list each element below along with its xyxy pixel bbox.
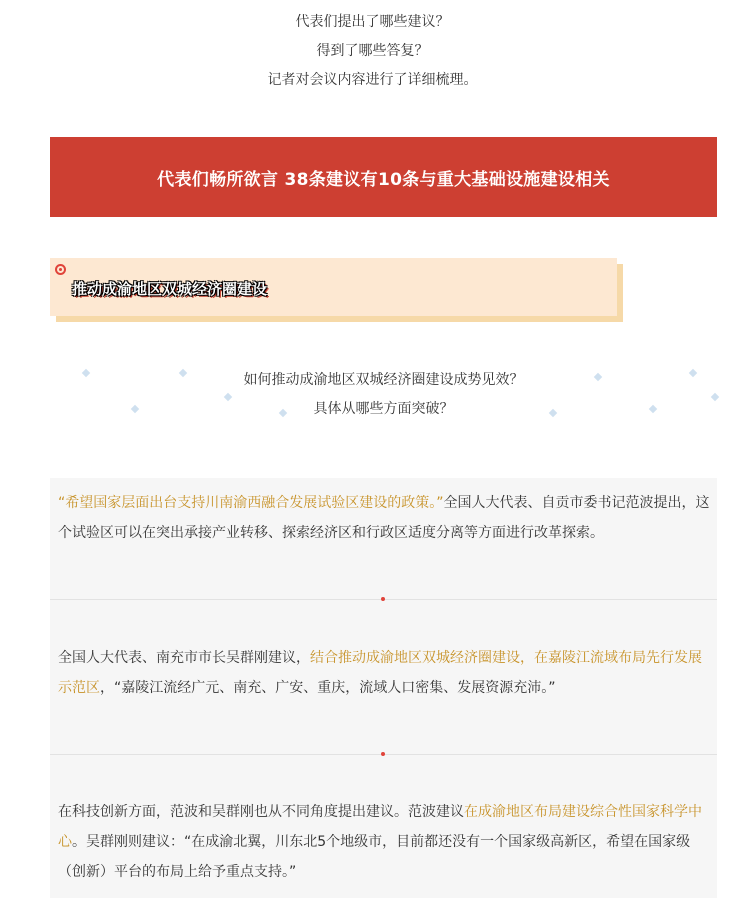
section-title: 推动成渝地区双城经济圈建设 xyxy=(72,280,268,298)
banner-title: 代表们畅所欲言 38条建议有10条与重大基础设施建设相关 xyxy=(157,169,610,190)
section-header xyxy=(50,258,617,316)
question-line: 如何推动成渝地区双城经济圈建设成势见效？ xyxy=(243,372,524,388)
intro-line: 得到了哪些答复？ xyxy=(316,43,429,59)
paragraph xyxy=(58,797,712,887)
body-text: 在科技创新方面，范波和吴群刚也从不同角度提出建议。范波建议 xyxy=(58,804,464,820)
question-block xyxy=(50,350,717,440)
target-icon xyxy=(55,264,66,275)
paragraph xyxy=(58,643,712,703)
intro-line: 记者对会议内容进行了详细梳理。 xyxy=(267,72,478,88)
body-text: 全国人大代表、南充市市长吴群刚建议， xyxy=(58,650,310,666)
divider-dot xyxy=(381,752,385,756)
highlight-text: 在成渝地区布局建设综合性国家科学中心 xyxy=(58,804,702,850)
paragraph-panel xyxy=(50,478,717,898)
highlight-text: “希望国家层面出台支持川南渝西融合发展试验区建设的政策。” xyxy=(58,495,444,511)
intro-line: 代表们提出了哪些建议？ xyxy=(295,14,450,30)
paragraph xyxy=(58,488,712,548)
question-line: 具体从哪些方面突破？ xyxy=(313,401,454,417)
question-text xyxy=(50,366,717,424)
divider-dot xyxy=(381,597,385,601)
highlight-text: 结合推动成渝地区双城经济圈建设，在嘉陵江流域布局先行发展示范区 xyxy=(58,650,702,696)
headline-banner xyxy=(50,137,717,217)
body-text: ，“嘉陵江流经广元、南充、广安、重庆，流域人口密集、发展资源充沛。” xyxy=(100,680,556,696)
intro-text xyxy=(0,8,745,95)
body-text: 全国人大代表、自贡市委书记范波提出，这个试验区可以在突出承接产业转移、探索经济区和行政区适度分离等方面进行改革探索。 xyxy=(58,495,710,541)
body-text: 。吴群刚则建议：“在成渝北翼，川东北5个地级市，目前都还没有一个国家级高新区，希望在国家级（创新）平台的布局上给予重点支持。” xyxy=(58,834,691,880)
